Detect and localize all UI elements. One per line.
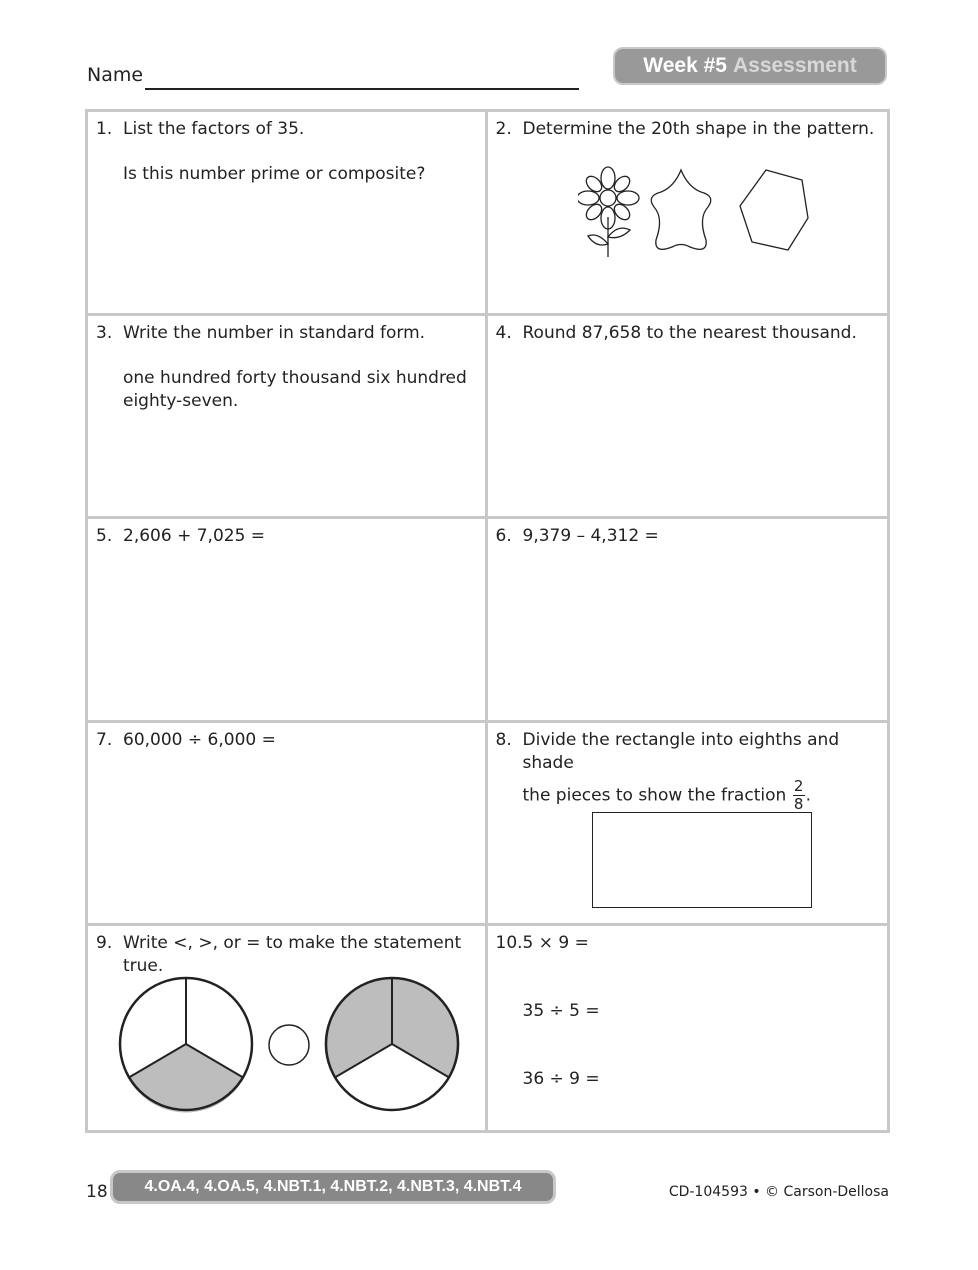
- question-text: Write the number in standard form.: [123, 322, 426, 343]
- question-text: Determine the 20th shape in the pattern.: [522, 119, 875, 139]
- question-4[interactable]: [488, 316, 888, 520]
- question-subtext: Is this number prime or composite?: [123, 164, 426, 184]
- left-fraction-circle: [120, 978, 252, 1113]
- equation-line-1: 5 × 9 =: [522, 933, 589, 954]
- badge-assessment: Assessment: [732, 54, 857, 77]
- pattern-shapes: [578, 162, 828, 262]
- question-subtext: one hundred forty thousand six hundred eighty-seven.: [123, 367, 467, 411]
- page-number: 18: [86, 1182, 108, 1202]
- fraction-circles: [116, 972, 466, 1116]
- left-circle-shaded-third: [128, 1044, 244, 1113]
- fraction-two-eighths: [793, 776, 805, 813]
- fraction-numerator: 2: [793, 776, 804, 795]
- question-text: 2,606 + 7,025 =: [123, 526, 266, 547]
- question-8[interactable]: [488, 723, 888, 927]
- equation-line-2: 35 ÷ 5 =: [522, 1001, 600, 1022]
- question-number: 4.: [495, 322, 512, 343]
- question-text: 60,000 ÷ 6,000 =: [123, 729, 276, 750]
- right-fraction-circle: [325, 978, 460, 1110]
- star-icon: [651, 170, 711, 249]
- fraction-period: .: [805, 785, 812, 806]
- copyright: CD-104593 • © Carson-Dellosa: [668, 1184, 889, 1200]
- name-blank-line[interactable]: [145, 88, 579, 90]
- question-text: Round 87,658 to the nearest thousand.: [522, 322, 857, 343]
- hexagon-icon: [740, 170, 808, 250]
- question-number: 3.: [96, 322, 113, 343]
- question-text: List the factors of 35.: [123, 119, 305, 139]
- question-7[interactable]: [88, 723, 488, 927]
- question-text: 9,379 – 4,312 =: [522, 526, 659, 547]
- question-9[interactable]: [88, 926, 488, 1130]
- fraction-denominator: 8: [793, 794, 804, 813]
- name-field[interactable]: [87, 64, 143, 86]
- question-5[interactable]: [88, 519, 488, 723]
- question-text: Write <, >, or = to make the statement true.: [123, 933, 462, 977]
- question-2[interactable]: [488, 112, 888, 316]
- question-3[interactable]: [88, 316, 488, 520]
- question-text: Divide the rectangle into eighths and shade: [522, 729, 840, 773]
- week-assessment-badge: [613, 47, 887, 85]
- question-number: 8.: [495, 729, 512, 750]
- question-10[interactable]: [488, 926, 888, 1130]
- badge-week: Week #5: [643, 54, 727, 77]
- question-grid: [85, 109, 890, 1133]
- question-number: 1.: [96, 119, 113, 139]
- flower-icon: [578, 167, 639, 257]
- standards-badge: 4.OA.4, 4.OA.5, 4.NBT.1, 4.NBT.2, 4.NBT.3, 4.NBT.4: [110, 1170, 556, 1204]
- question-number: 2.: [495, 119, 512, 139]
- question-number: 10.: [495, 933, 523, 954]
- name-label: Name: [87, 64, 144, 86]
- question-text-2: the pieces to show the fraction: [522, 785, 787, 806]
- question-number: 7.: [96, 729, 113, 750]
- question-number: 9.: [96, 933, 113, 954]
- question-number: 6.: [495, 526, 512, 547]
- equation-line-3: 36 ÷ 9 =: [522, 1069, 600, 1090]
- question-1[interactable]: [88, 112, 488, 316]
- question-6[interactable]: [488, 519, 888, 723]
- divide-rectangle[interactable]: [592, 812, 812, 908]
- comparison-answer-circle: [269, 1025, 309, 1065]
- question-number: 5.: [96, 526, 113, 547]
